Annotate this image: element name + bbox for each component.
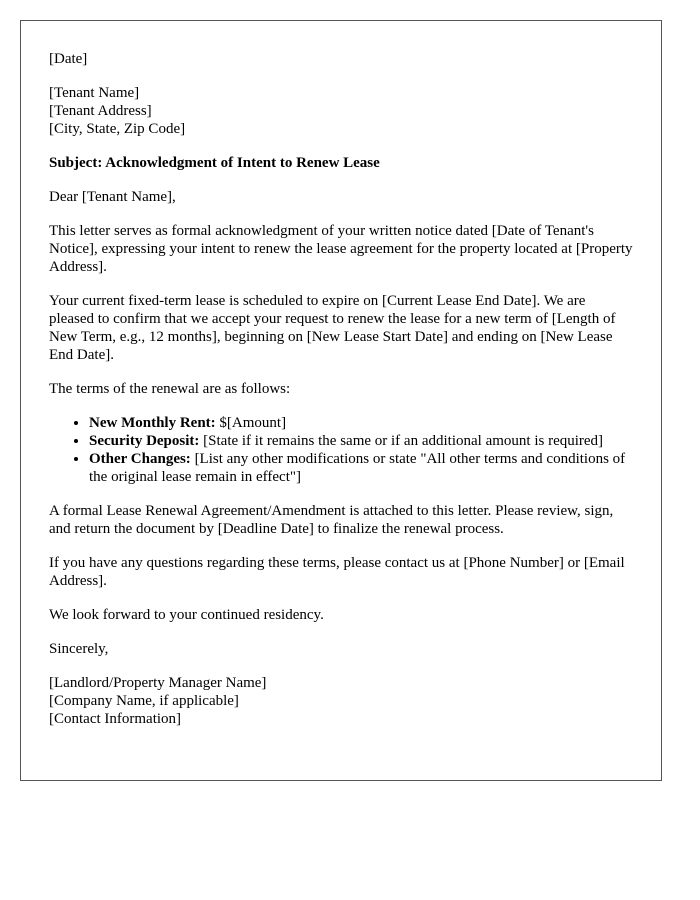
subject-line: Subject: Acknowledgment of Intent to Renew Lease [49,155,380,171]
term-item-monthly-rent [89,414,633,432]
paragraph-terms-intro: The terms of the renewal are as follows: [49,381,291,397]
paragraph-contact-questions: If you have any questions regarding these terms, please contact us at [Phone Number] or [Email Address]. [49,555,625,589]
recipient-name: [Tenant Name] [49,85,140,101]
salutation: Dear [Tenant Name], [49,189,176,205]
signature-name: [Landlord/Property Manager Name] [49,675,267,691]
recipient-address: [Tenant Address] [49,103,152,119]
signature-contact: [Contact Information] [49,711,182,727]
renewal-terms-list [49,414,633,486]
letter-document [20,20,662,781]
term-label: Security Deposit: [89,433,200,449]
date-text: [Date] [49,51,88,67]
closing-valediction: Sincerely, [49,641,109,657]
term-label: New Monthly Rent: [89,415,216,431]
paragraph-closing-remark: We look forward to your continued residency. [49,607,324,623]
term-value: $[Amount] [215,415,287,431]
recipient-address-block [49,84,633,138]
paragraph-renewal-confirmation: Your current fixed-term lease is scheduled to expire on [Current Lease End Date]. We are pleased to confirm that we accept your request to renew the lease for a new term of [Length of New Term, e.g., 12 months], beginning on [New Lease Start Date] and ending on [New Lease End Date]. [49,293,616,363]
signature-block [49,674,633,728]
paragraph-acknowledgment: This letter serves as formal acknowledgment of your written notice dated [Date of Tenant's Notice], expressing your intent to renew the lease agreement for the property located at [Property Address]. [49,223,633,275]
term-label: Other Changes: [89,451,191,467]
term-item-other-changes [89,450,633,486]
recipient-city-state-zip: [City, State, Zip Code] [49,121,186,137]
term-item-security-deposit [89,432,633,450]
term-value: [State if it remains the same or if an additional amount is required] [199,433,604,449]
letter-date [49,50,633,68]
term-value: [List any other modifications or state "All other terms and conditions of the original lease remain in effect"] [89,451,626,485]
signature-company: [Company Name, if applicable] [49,693,239,709]
paragraph-agreement-attached: A formal Lease Renewal Agreement/Amendment is attached to this letter. Please review, sign, and return the document by [Deadline Date] to finalize the renewal process. [49,503,614,537]
